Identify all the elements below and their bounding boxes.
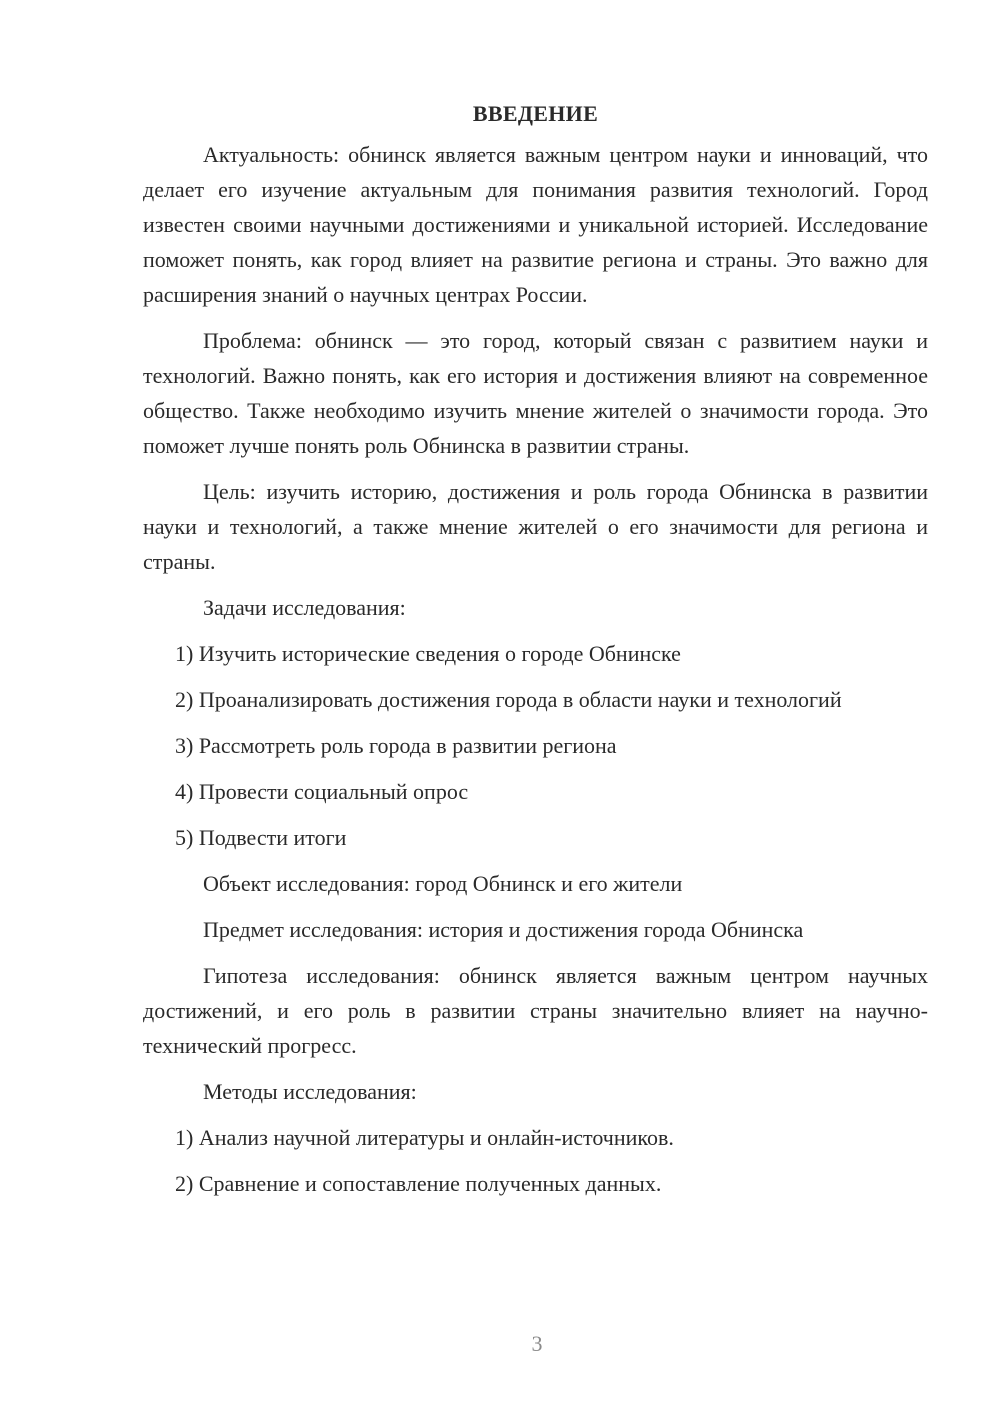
method-item: 2) Сравнение и сопоставление полученных данных. [175,1171,662,1196]
task-item: 4) Провести социальный опрос [175,779,469,804]
page-content [143,96,928,1212]
page-number: 3 [531,1331,543,1356]
task-item: 5) Подвести итоги [175,825,347,850]
tasks-heading: Задачи исследования: [203,595,406,620]
task-item: 3) Рассмотреть роль города в развитии региона [175,733,617,758]
task-item: 1) Изучить исторические сведения о городе Обнинске [175,641,681,666]
method-item: 1) Анализ научной литературы и онлайн-источников. [175,1125,674,1150]
methods-heading: Методы исследования: [203,1079,417,1104]
section-title: ВВЕДЕНИЕ [472,101,599,126]
task-item: 2) Проанализировать достижения города в области науки и технологий [175,687,842,712]
relevance-paragraph: Актуальность: обнинск является важным центром науки и инноваций, что делает его изучение актуальным для понимания развития технологий. Город известен своими научными достижениями и уникальной историей. Исследование поможет понять, как город влияет на развитие региона и страны. Это важно для расширения знаний о научных центрах России. [143,142,928,307]
goal-paragraph: Цель: изучить историю, достижения и роль города Обнинска в развитии науки и технологий, а также мнение жителей о его значимости для региона и страны. [143,479,928,574]
hypothesis-paragraph: Гипотеза исследования: обнинск является важным центром научных достижений, и его роль в развитии страны значительно влияет на научно-технический прогресс. [143,963,928,1058]
object-paragraph: Объект исследования: город Обнинск и его жители [203,871,683,896]
subject-paragraph: Предмет исследования: история и достижения города Обнинска [203,917,804,942]
problem-paragraph: Проблема: обнинск — это город, который связан с развитием науки и технологий. Важно понять, как его история и достижения влияют на современное общество. Также необходимо изучить мнение жителей о значимости города. Это поможет лучше понять роль Обнинска в развитии страны. [143,328,928,458]
